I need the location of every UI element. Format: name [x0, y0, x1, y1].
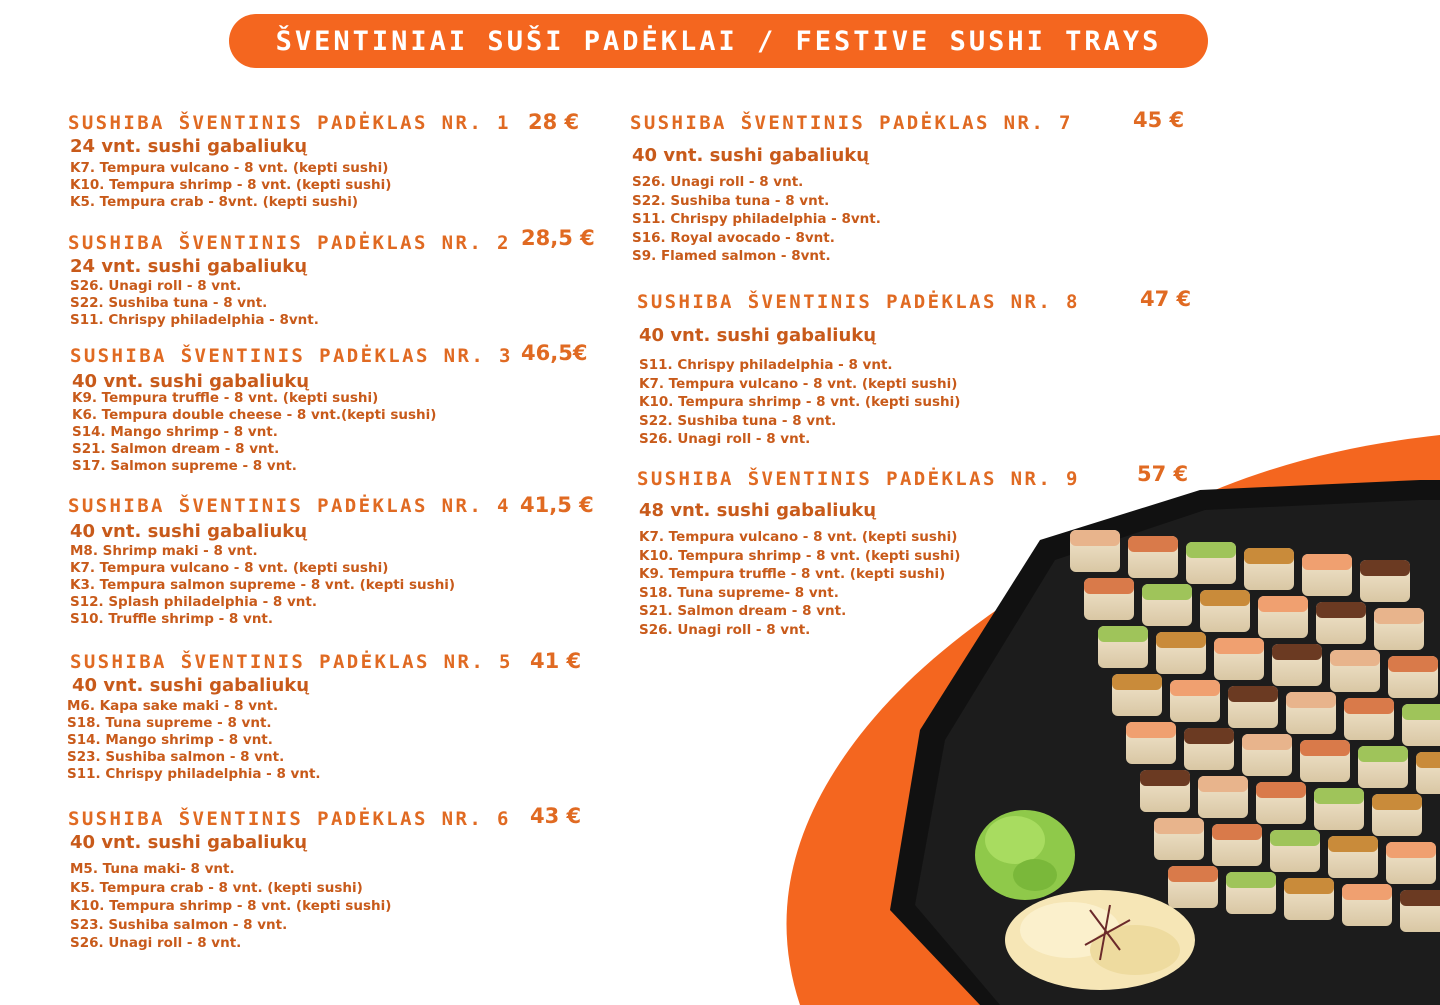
tray-piece-count: 24 vnt. sushi gabaliukų — [70, 136, 308, 157]
tray-price: 57 € — [1137, 462, 1189, 486]
sushi-topping — [1198, 776, 1248, 792]
tray-name: SUSHIBA ŠVENTINIS PADĖKLAS NR. 3 — [70, 345, 513, 367]
list-item: K10. Tempura shrimp - 8 vnt. (kepti sushi) — [70, 177, 392, 193]
list-item: S23. Sushiba salmon - 8 vnt. — [70, 916, 288, 933]
list-item: S26. Unagi roll - 8 vnt. — [70, 278, 242, 294]
sushi-topping — [1154, 818, 1204, 834]
tray-contents — [70, 543, 455, 628]
tray-piece-count: 40 vnt. sushi gabaliukų — [72, 675, 310, 696]
tray-contents — [70, 160, 391, 211]
tray-name: SUSHIBA ŠVENTINIS PADĖKLAS NR. 2 — [68, 232, 511, 254]
sushi-topping — [1142, 584, 1192, 600]
list-item: M6. Kapa sake maki - 8 vnt. — [67, 698, 279, 714]
sushi-topping — [1170, 680, 1220, 696]
sushi-topping — [1344, 698, 1394, 714]
tray-price: 28,5 € — [521, 226, 595, 250]
list-item: S14. Mango shrimp - 8 vnt. — [67, 732, 273, 748]
list-item: S10. Truffle shrimp - 8 vnt. — [70, 611, 274, 627]
tray-price: 28 € — [528, 110, 580, 134]
tray-name: SUSHIBA ŠVENTINIS PADĖKLAS NR. 7 — [630, 112, 1073, 134]
tray-name: SUSHIBA ŠVENTINIS PADĖKLAS NR. 5 — [70, 651, 513, 673]
list-item: S11. Chrispy philadelphia - 8 vnt. — [639, 357, 893, 373]
sushi-topping — [1372, 794, 1422, 810]
list-item: K6. Tempura double cheese - 8 vnt.(kepti sushi) — [72, 407, 437, 423]
sushi-topping — [1300, 740, 1350, 756]
tray-price: 41,5 € — [520, 493, 594, 517]
list-item: S22. Sushiba tuna - 8 vnt. — [632, 192, 830, 209]
sushi-topping — [1112, 674, 1162, 690]
tray-piece-count: 40 vnt. sushi gabaliukų — [639, 325, 877, 346]
tray-price: 47 € — [1140, 287, 1192, 311]
tray-price: 43 € — [530, 804, 582, 828]
list-item: K5. Tempura crab - 8vnt. (kepti sushi) — [70, 194, 359, 210]
list-item: S12. Splash philadelphia - 8 vnt. — [70, 594, 317, 610]
list-item: S22. Sushiba tuna - 8 vnt. — [639, 412, 837, 429]
list-item: S18. Tuna supreme - 8 vnt. — [67, 715, 272, 731]
list-item: S9. Flamed salmon - 8vnt. — [632, 248, 831, 264]
list-item: M8. Shrimp maki - 8 vnt. — [70, 543, 258, 559]
list-item: S26. Unagi roll - 8 vnt. — [70, 935, 242, 951]
tray-contents — [67, 698, 321, 783]
sushi-topping — [1242, 734, 1292, 750]
header-banner — [229, 14, 1208, 68]
sushi-topping — [1330, 650, 1380, 666]
sushi-topping — [1400, 890, 1440, 906]
list-item: S11. Chrispy philadelphia - 8vnt. — [632, 211, 881, 227]
list-item: S26. Unagi roll - 8 vnt. — [632, 174, 804, 190]
list-item: K7. Tempura vulcano - 8 vnt. (kepti sushi) — [70, 560, 389, 576]
tray-piece-count: 40 vnt. sushi gabaliukų — [632, 145, 870, 166]
sushi-topping — [1342, 884, 1392, 900]
sushi-topping — [1228, 686, 1278, 702]
tray-contents — [70, 860, 391, 953]
list-item: S21. Salmon dream - 8 vnt. — [72, 441, 280, 457]
sushi-topping — [1098, 626, 1148, 642]
list-item: K3. Tempura salmon supreme - 8 vnt. (kepti sushi) — [70, 577, 456, 593]
sushi-topping — [1360, 560, 1410, 576]
sushi-topping — [1070, 530, 1120, 546]
list-item: S16. Royal avocado - 8vnt. — [632, 229, 835, 246]
tray-piece-count: 48 vnt. sushi gabaliukų — [639, 500, 877, 521]
tray-contents — [72, 390, 436, 475]
tray-piece-count: 40 vnt. sushi gabaliukų — [70, 832, 308, 853]
sushi-topping — [1140, 770, 1190, 786]
list-item: S11. Chrispy philadelphia - 8vnt. — [70, 312, 319, 328]
tray-name: SUSHIBA ŠVENTINIS PADĖKLAS NR. 8 — [637, 291, 1080, 313]
sushi-topping — [1156, 632, 1206, 648]
sushi-topping — [1128, 536, 1178, 552]
list-item: S26. Unagi roll - 8 vnt. — [639, 621, 811, 638]
list-item: K5. Tempura crab - 8 vnt. (kepti sushi) — [70, 879, 363, 896]
sushi-topping — [1316, 602, 1366, 618]
sushi-topping — [1302, 554, 1352, 570]
sushi-topping — [1244, 548, 1294, 564]
sushi-topping — [1258, 596, 1308, 612]
sushi-topping — [1200, 590, 1250, 606]
tray-name: SUSHIBA ŠVENTINIS PADĖKLAS NR. 1 — [68, 112, 511, 134]
tray-name: SUSHIBA ŠVENTINIS PADĖKLAS NR. 4 — [68, 495, 511, 517]
sushi-topping — [1314, 788, 1364, 804]
page-title: ŠVENTINIAI SUŠI PADĖKLAI / FESTIVE SUSHI TRAYS — [275, 25, 1162, 57]
sushi-topping — [1168, 866, 1218, 882]
list-item: K9. Tempura truffle - 8 vnt. (kepti sushi) — [639, 566, 946, 582]
sushi-topping — [1358, 746, 1408, 762]
tray-price: 45 € — [1133, 108, 1185, 132]
list-item: S23. Sushiba salmon - 8 vnt. — [67, 749, 285, 765]
sushi-topping — [1374, 608, 1424, 624]
tray-price: 46,5€ — [521, 341, 588, 365]
list-item: S17. Salmon supreme - 8 vnt. — [72, 458, 297, 474]
list-item: S11. Chrispy philadelphia - 8 vnt. — [67, 766, 321, 782]
sushi-topping — [1256, 782, 1306, 798]
list-item: K7. Tempura vulcano - 8 vnt. (kepti sushi) — [639, 529, 958, 545]
list-item: M5. Tuna maki- 8 vnt. — [70, 861, 235, 877]
tray-piece-count: 40 vnt. sushi gabaliukų — [70, 521, 308, 542]
sushi-topping — [1416, 752, 1440, 768]
list-item: K10. Tempura shrimp - 8 vnt. (kepti sushi) — [639, 547, 961, 564]
list-item: S21. Salmon dream - 8 vnt. — [639, 603, 847, 619]
sushi-topping — [1212, 824, 1262, 840]
tray-piece-count: 40 vnt. sushi gabaliukų — [72, 371, 310, 392]
tray-name: SUSHIBA ŠVENTINIS PADĖKLAS NR. 9 — [637, 468, 1080, 490]
list-item: S26. Unagi roll - 8 vnt. — [639, 431, 811, 447]
sushi-topping — [1214, 638, 1264, 654]
list-item: K9. Tempura truffle - 8 vnt. (kepti sushi) — [72, 390, 379, 406]
tray-contents — [639, 528, 960, 639]
list-item: S22. Sushiba tuna - 8 vnt. — [70, 295, 268, 311]
sushi-topping — [1388, 656, 1438, 672]
sushi-topping — [1226, 872, 1276, 888]
list-item: S18. Tuna supreme- 8 vnt. — [639, 584, 839, 601]
sushi-topping — [1084, 578, 1134, 594]
sushi-topping — [1270, 830, 1320, 846]
tray-name: SUSHIBA ŠVENTINIS PADĖKLAS NR. 6 — [68, 808, 511, 830]
sushi-topping — [1186, 542, 1236, 558]
sushi-topping — [1286, 692, 1336, 708]
sushi-topping — [1184, 728, 1234, 744]
list-item: S14. Mango shrimp - 8 vnt. — [72, 424, 278, 440]
tray-piece-count: 24 vnt. sushi gabaliukų — [70, 256, 308, 277]
list-item: K7. Tempura vulcano - 8 vnt. (kepti sushi) — [639, 375, 958, 392]
list-item: K10. Tempura shrimp - 8 vnt. (kepti sushi) — [70, 898, 392, 914]
tray-contents — [639, 356, 960, 449]
list-item: K7. Tempura vulcano - 8 vnt. (kepti sushi) — [70, 160, 389, 176]
sushi-topping — [1386, 842, 1436, 858]
sushi-topping — [1284, 878, 1334, 894]
sushi-topping — [1402, 704, 1440, 720]
tray-price: 41 € — [530, 649, 582, 673]
sushi-topping — [1126, 722, 1176, 738]
wasabi-shape — [975, 810, 1075, 900]
tray-contents — [632, 173, 881, 266]
ginger-shape — [1005, 890, 1195, 990]
sushi-topping — [1328, 836, 1378, 852]
list-item: K10. Tempura shrimp - 8 vnt. (kepti sushi) — [639, 394, 961, 410]
tray-contents — [70, 278, 319, 329]
sushi-topping — [1272, 644, 1322, 660]
